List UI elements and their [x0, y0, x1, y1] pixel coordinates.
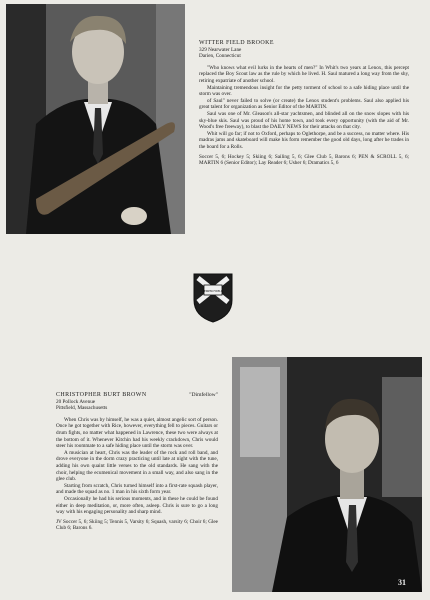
biography-paragraph: Maintaining tremendous insight for the petty torment of school to a safe hiding place until the storm was over. — [199, 84, 409, 98]
page-number: 31 — [398, 578, 406, 587]
portrait-illustration — [232, 357, 422, 592]
address-line-2: Darien, Connecticut — [199, 53, 241, 60]
biography-paragraph: of Saul" never failed to solve (or create) the Lenox student's problems. Saul also applied his great talent for organization as Senior Editor of the MARTIN. — [199, 97, 409, 111]
portrait-photo-brown — [232, 357, 422, 592]
address-line-1: 20 Pollock Avenue — [56, 398, 96, 405]
address-line-2: Pittsfield, Massachusetts — [56, 405, 108, 412]
biography-paragraph: Occasionally he had his serious moments, and in these he could be found either in deep meditation, or, more often, asleep. Chris is sure to go a long way with his engaging personality and sharp mind. — [56, 495, 218, 516]
nickname: "Dimfellow" — [189, 392, 218, 398]
crest-shield-icon — [192, 272, 234, 324]
entry-brown — [56, 392, 218, 532]
portrait-photo-brooke — [6, 4, 185, 234]
portrait-illustration — [6, 4, 185, 234]
student-name: CHRISTOPHER BURT BROWN — [56, 392, 147, 398]
biography-paragraph: Starting from scratch, Chris turned himself into a first-rate squash player, and made the squad as no. 1 man in his sixth form year. — [56, 482, 218, 496]
biography-paragraph: When Chris was by himself, he was a quiet, almost angelic sort of person. Once he got together with Rice, however, everything fell to pieces. Guitars or drum fights, no matter what happened in Lawrence, these two were always at the bottom of it. Whenever Kitchin had his weekly crackdown, Chris would steer his roommate to a safe hiding place until the storm was over. — [56, 416, 218, 450]
biography-paragraph: "Who knows what evil lurks in the hearts of men?" In Whit's two years at Lenox, this percept replaced the Boy Scout law as the rule by which he lived. H. Saul matured a long way from the shy, retiring expatriate of another school. — [199, 64, 409, 84]
biography-paragraph: A musician at heart, Chris was the leader of the rock and roll band, and drove everyone in the dorm crazy practicing until late at night with the tune, adding his own quaint little verses to the old standards. He sang with the choir, helping the ecumenical movement in a small way, and also sang in the glee club. — [56, 449, 218, 483]
activities-list: Soccer 5, 6; Hockey 5; Skiing 6; Sailing 5, 6; Glee Club 5, Barons 6; PEN & SCROLL 5, 6; MARTIN 6 (Senior Editor); Lay Reader 6; Usher 6; Dramatics 5, 6 — [199, 153, 409, 167]
address-line-1: 329 Nearwater Lane — [199, 46, 242, 53]
school-crest — [192, 272, 234, 324]
student-name: WITTER FIELD BROOKE — [199, 40, 274, 46]
crest-motto: SEMPER FIDELIS — [202, 290, 224, 293]
biography-paragraph: Whit will go far; if not to Oxford, perhaps to Oglethorpe, and be a success, no matter where. His madras jams and skateboard will make his form remember the good old days, long after he trades in the board for a Rolls. — [199, 130, 409, 150]
entry-brooke — [199, 40, 409, 167]
activities-list: JV Soccer 5, 6; Skiing 5; Tennis 5, Varsity 6; Squash, varsity 6; Choir 6; Glee Club 6; Barons 6. — [56, 518, 218, 532]
biography-paragraph: Saul was one of Mr. Gleason's all-star yachtsmen, and blinded all on the snow slopes with his sky-blue skis. Saul was proud of his home town, and took every opportunity (with the aid of Mr. Wood's free freeway), to blast the DAILY NEWS for their attacks on that city. — [199, 110, 409, 131]
